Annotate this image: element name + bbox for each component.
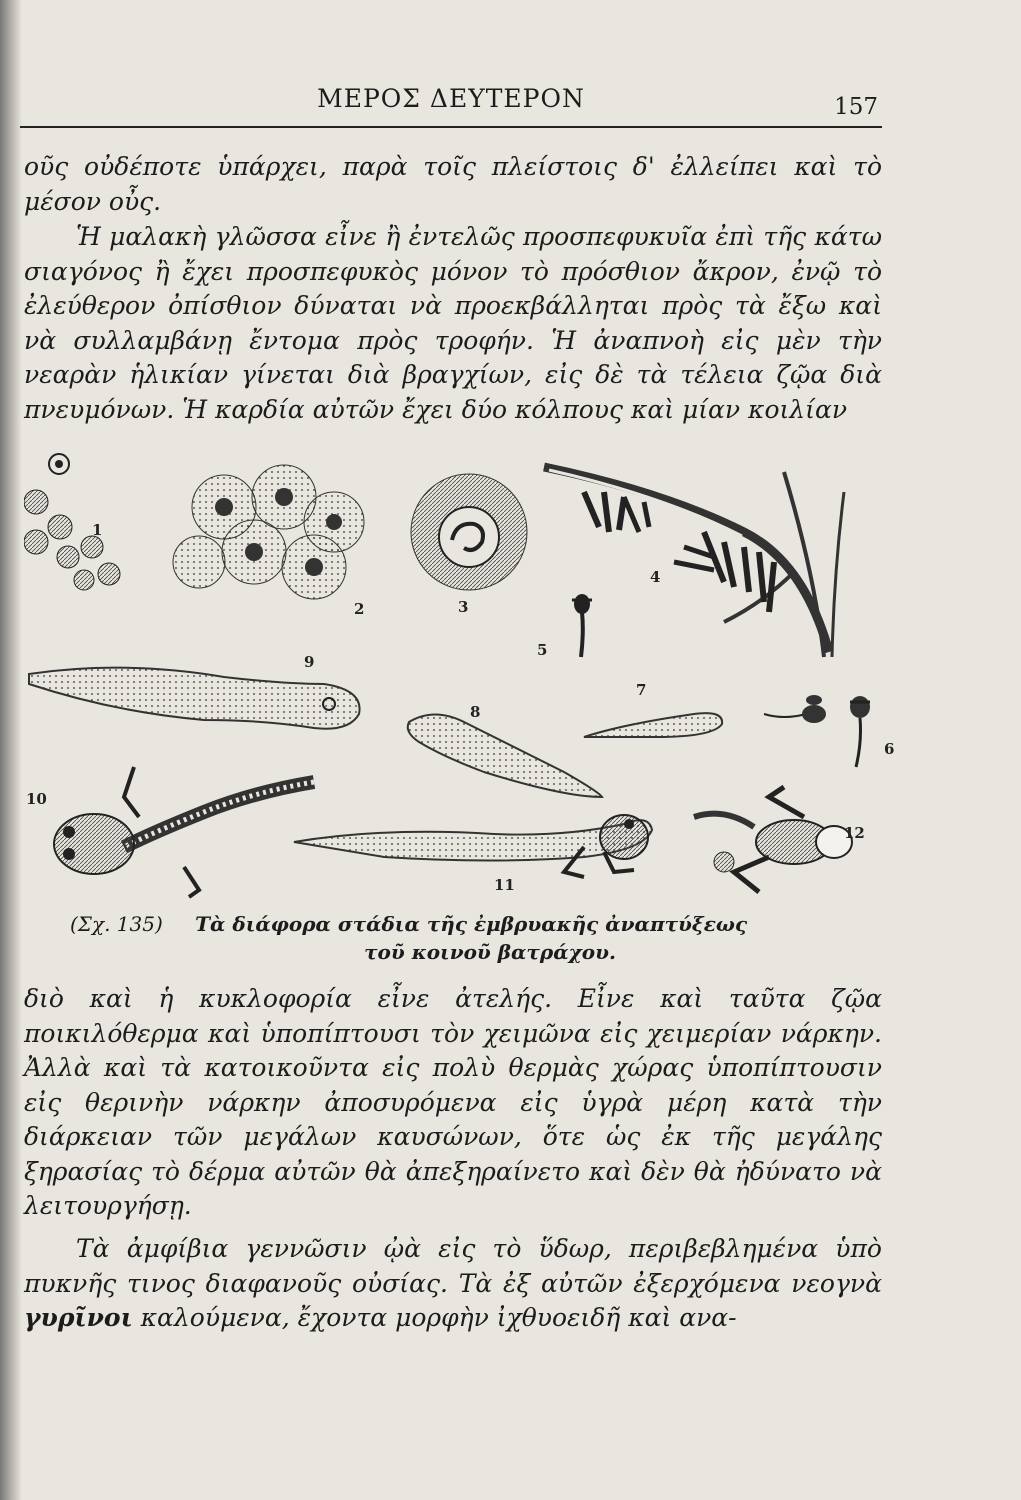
stage-9-tadpole [29, 668, 360, 729]
page-number: 157 [834, 94, 878, 120]
figure-label-6: 6 [884, 740, 894, 758]
term-tadpoles: γυρῖνοι [24, 1303, 133, 1332]
figure-label-7: 7 [636, 681, 647, 699]
running-title: ΜΕΡΟΣ ΔΕΥΤΕΡΟΝ [317, 84, 585, 113]
figure-label-9: 9 [304, 653, 315, 671]
caption-line-1: Τὰ διάφορα στάδια τῆς ἐμβρυακῆς ἀναπτύξεως [195, 912, 748, 936]
stage-3-embryo-egg [411, 474, 527, 590]
paragraph-text-start: Τὰ ἀμφίβια γεννῶσιν ᾠὰ εἰς τὸ ὕδωρ, περιβεβλημένα ὑπὸ πυκνῆς τινος διαφανοῦς οὐσίας. Τὰ ἐξ αὐτῶν ἐξερχόμενα νεογνὰ [24, 1234, 882, 1298]
paragraph-text-end: καλούμενα, ἔχοντα μορφὴν ἰχθυοειδῆ καὶ ανα- [132, 1303, 737, 1332]
stage-11-froglet-with-tail [294, 815, 652, 877]
stage-2-egg-mass [173, 465, 364, 599]
figure-label-2: 2 [354, 600, 365, 618]
paragraph-circulation-dormancy: διὸ καὶ ἡ κυκλοφορία εἶνε ἀτελής. Εἶνε καὶ ταῦτα ζῷα ποικιλόθερμα καὶ ὑποπίπτουσι τὸν χειμῶνα εἰς χειμερίαν νάρκην. Ἀλλὰ καὶ τὰ κατοικοῦντα εἰς πολὺ θερμὰς χώρας ὑποπίπτουσιν εἰς θερινὴν νάρκην ἀποσυρόμενα εἰς ὑγρὰ μέρη κατὰ τὴν διάρκειαν τῶν μεγάλων καυσώνων, ὅτε ὡς ἐκ τῆς μεγάλης ξηρασίας τὸ δέρμα αὐτῶν θὰ ἀπεξηραίνετο καὶ δὲν θὰ ἠδύνατο νὰ λειτουργήσῃ. [24, 984, 882, 1220]
figure-label-10: 10 [26, 790, 47, 808]
figure-number: (Σχ. 135) [70, 912, 163, 936]
caption-line-2: τοῦ κοινοῦ βατράχου. [364, 940, 616, 964]
frog-development-illustration [24, 452, 894, 902]
stage-4-plant-tadpoles [544, 467, 844, 657]
figure-label-11: 11 [494, 876, 515, 894]
stage-1-eggs [24, 454, 120, 590]
paragraph-eggs-tadpoles [24, 1232, 882, 1336]
stage-5-hatchling [572, 594, 592, 657]
paragraph-tongue-respiration: Ἡ μαλακὴ γλῶσσα εἶνε ἢ ἐντελῶς προσπεφυκυῖα ἐπὶ τῆς κάτω σιαγόνος ἢ ἔχει προσπεφυκὸς μόνον τὸ πρόσθιον ἄκρον, ἐνῷ τὸ ἐλεύθερον ὀπίσθιον δύναται νὰ προεκβάλληται πρὸς τὰ ἔξω καὶ νὰ συλλαμβάνῃ ἔντομα πρὸς τροφήν. Ἡ ἀναπνοὴ εἰς μὲν τὴν νεαρὰν ἡλικίαν γίνεται διὰ βραγχίων, εἰς δὲ τὰ τέλεια ζῷα διὰ πνευμόνων. Ἡ καρδία αὐτῶν ἔχει δύο κόλπους καὶ μίαν κοιλίαν [24, 222, 882, 424]
figure-label-1: 1 [92, 521, 103, 539]
paragraph-ear: οῦς οὐδέποτε ὑπάρχει, παρὰ τοῖς πλείστοις δ' ἐλλείπει καὶ τὸ μέσον οὖς. [24, 152, 882, 216]
figure-label-3: 3 [458, 598, 469, 616]
stage-6-small-tadpoles [764, 695, 870, 767]
figure-caption [70, 910, 870, 966]
page-header [20, 78, 882, 128]
figure-label-4: 4 [650, 568, 661, 586]
figure-label-8: 8 [470, 703, 481, 721]
figure-label-12: 12 [844, 824, 865, 842]
figure-label-5: 5 [537, 641, 548, 659]
stage-12-young-frog [694, 787, 852, 892]
stage-10-froglet [54, 767, 314, 897]
stage-7-tadpole [584, 713, 722, 737]
frog-development-figure [24, 452, 894, 902]
stage-8-tadpole [408, 715, 602, 798]
